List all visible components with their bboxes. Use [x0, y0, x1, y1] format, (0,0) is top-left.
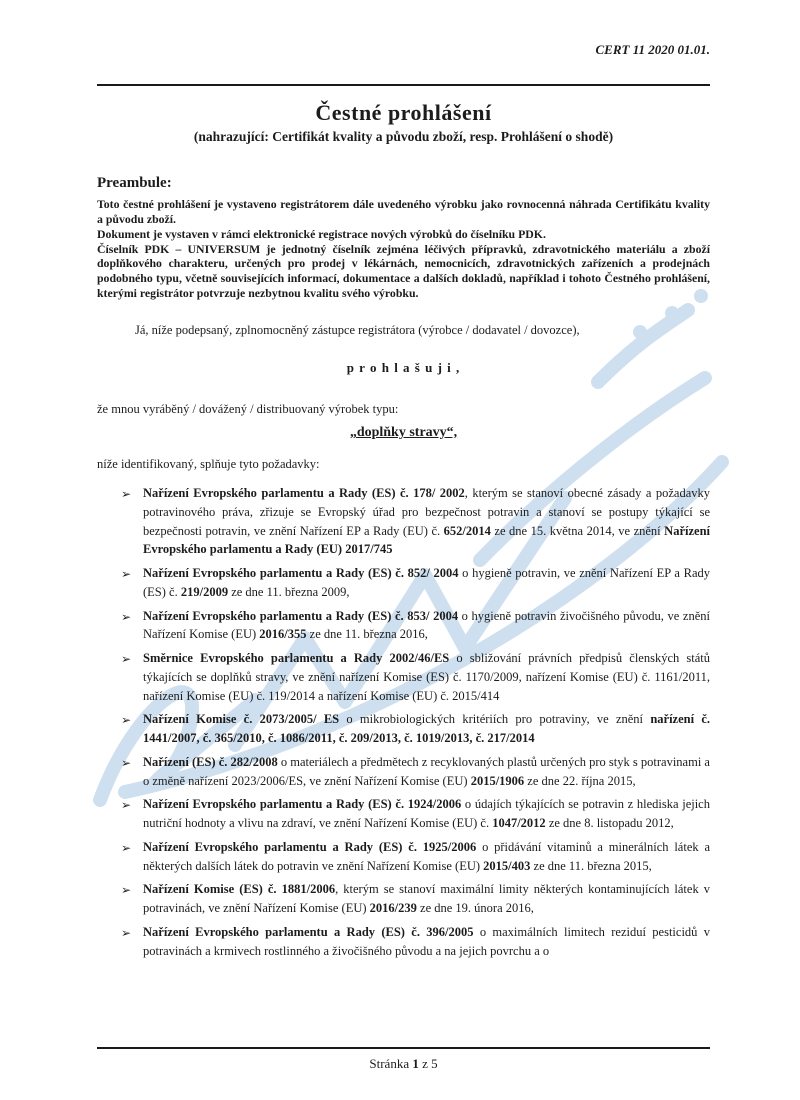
- requirement-text: Nařízení Komise (ES) č. 1881/2006, kterým se stanoví maximální limity některých kontaminujících látek v potravinách, ve znění Nařízení Komise (EU) 2016/239 ze dne 19. února 2016,: [143, 882, 710, 916]
- requirement-item: [121, 710, 710, 748]
- requirement-item: [121, 923, 710, 961]
- arrow-bullet-icon: ➢: [121, 652, 132, 667]
- arrow-bullet-icon: ➢: [121, 925, 132, 940]
- preamble-text: [97, 197, 710, 301]
- header-divider: [97, 84, 710, 86]
- document-subtitle: (nahrazující: Certifikát kvality a původu zboží, resp. Prohlášení o shodě): [193, 129, 614, 144]
- arrow-bullet-icon: ➢: [121, 883, 132, 898]
- page-number-prefix: Stránka: [369, 1056, 413, 1071]
- arrow-bullet-icon: ➢: [121, 798, 132, 813]
- arrow-bullet-icon: ➢: [121, 609, 132, 624]
- requirement-item: [121, 838, 710, 876]
- arrow-bullet-icon: ➢: [121, 567, 132, 582]
- declaration-keyword: p r o h l a š u j i ,: [346, 360, 461, 376]
- product-intro: že mnou vyráběný / dovážený / distribuovaný výrobek typu:: [97, 402, 399, 417]
- requirement-item: [121, 564, 710, 602]
- requirement-text: Směrnice Evropského parlamentu a Rady 2002/46/ES o sbližování právních předpisů členských států týkajících se doplňků stravy, ve znění nařízení Komise (ES) č. 1170/2009, nařízení Komise (EU) č. 1161/2011, nařízení Komise (EU) č. 119/2014 a nařízení Komise (EU) č. 2015/414: [143, 651, 710, 703]
- page-number-value: 1: [412, 1056, 419, 1071]
- arrow-bullet-icon: ➢: [121, 487, 132, 502]
- requirement-text: Nařízení (ES) č. 282/2008 o materiálech a předmětech z recyklovaných plastů určených pro styk s potravinami a o změně nařízení 2023/2006/ES, ve znění Nařízení Komise (EU) 2015/1906 ze dne 22. října 2015,: [143, 754, 710, 788]
- requirement-text: Nařízení Evropského parlamentu a Rady (ES) č. 396/2005 o maximálních limitech reziduí pesticidů v potravinách a krmivech rostlinného a živočišného původu a na jejich povrchu a o: [143, 924, 710, 958]
- requirement-text: Nařízení Evropského parlamentu a Rady (ES) č. 853/ 2004 o hygieně potravin živočišného původu, ve znění Nařízení Komise (EU) 2016/355 ze dne 11. března 2016,: [143, 608, 710, 642]
- product-type: „doplňky stravy“,: [349, 425, 458, 441]
- requirement-item: [121, 649, 710, 705]
- requirements-intro: níže identifikovaný, splňuje tyto požadavky:: [97, 457, 320, 472]
- requirement-item: [121, 753, 710, 791]
- requirement-text: Nařízení Evropského parlamentu a Rady (ES) č. 178/ 2002, kterým se stanoví obecné zásady a požadavky potravinového práva, zřizuje se Evropský úřad pro bezpečnost potravin a stanoví se postupy týkající se bezpečnosti potravin, ve znění Nařízení EP a Rady (EU) č. 652/2014 ze dne 15. května 2014, ve znění Nařízení Evropského parlamentu a Rady (EU) 2017/745: [143, 486, 710, 557]
- requirement-item: [121, 795, 710, 833]
- requirement-item: [121, 607, 710, 645]
- requirement-text: Nařízení Evropského parlamentu a Rady (ES) č. 852/ 2004 o hygieně potravin, ve znění Nařízení EP a Rady (ES) č. 219/2009 ze dne 11. března 2009,: [143, 566, 710, 599]
- requirements-list: [97, 484, 710, 960]
- page-number-suffix: z 5: [418, 1056, 438, 1071]
- requirement-text: Nařízení Evropského parlamentu a Rady (ES) č. 1924/2006 o údajích týkajících se potravin z hlediska jejich nutriční hodnoty a vlivu na zdraví, ve znění Nařízení Komise (EU) č. 1047/2012 ze dne 8. listopadu 2012,: [143, 797, 710, 831]
- requirement-text: Nařízení Komise č. 2073/2005/ ES o mikrobiologických kritériích pro potraviny, ve znění nařízení č. 1441/2007, č. 365/2010, č. 1086/2011, č. 209/2013, č. 1019/2013, č. 217/2014: [143, 712, 711, 746]
- preamble-paragraph: Toto čestné prohlášení je vystaveno registrátorem dále uvedeného výrobku jako rovnocenná náhrada Certifikátu kvality a původu zboží.: [97, 197, 710, 226]
- page-number: [97, 1049, 710, 1072]
- preamble-heading: Preambule:: [97, 175, 172, 191]
- preamble-paragraph: Dokument je vystaven v rámci elektronické registrace nových výrobků do číselníku PDK.: [97, 226, 546, 241]
- page-footer: [97, 1047, 710, 1072]
- preamble-paragraph: Číselník PDK – UNIVERSUM je jednotný číselník zejména léčivých přípravků, zdravotnického materiálu a zboží doplňkového charakteru, určených pro prodej v lékárnách, nemocnicích, zdravotnických zařízeních a prodejnách podobného typu, včetně souvisejících informací, dokumentace a dalších dokladů, například i tohoto Čestného prohlášení, kterými registrátor potvrzuje nezbytnou kvalitu svého výrobku.: [97, 241, 710, 301]
- document-reference: CERT 11 2020 01.01.: [595, 42, 710, 57]
- arrow-bullet-icon: ➢: [121, 840, 132, 855]
- arrow-bullet-icon: ➢: [121, 713, 132, 728]
- arrow-bullet-icon: ➢: [121, 755, 132, 770]
- requirement-item: [121, 880, 710, 918]
- declaration-intro: Já, níže podepsaný, zplnomocněný zástupce registrátora (výrobce / dodavatel / dovozce),: [135, 323, 580, 338]
- document-title: Čestné prohlášení: [315, 100, 492, 125]
- requirement-text: Nařízení Evropského parlamentu a Rady (ES) č. 1925/2006 o přidávání vitaminů a minerálních látek a některých dalších látek do potravin ve znění Nařízení Komise (EU) 2015/403 ze dne 11. března 2015,: [143, 839, 710, 873]
- requirement-item: [121, 484, 710, 559]
